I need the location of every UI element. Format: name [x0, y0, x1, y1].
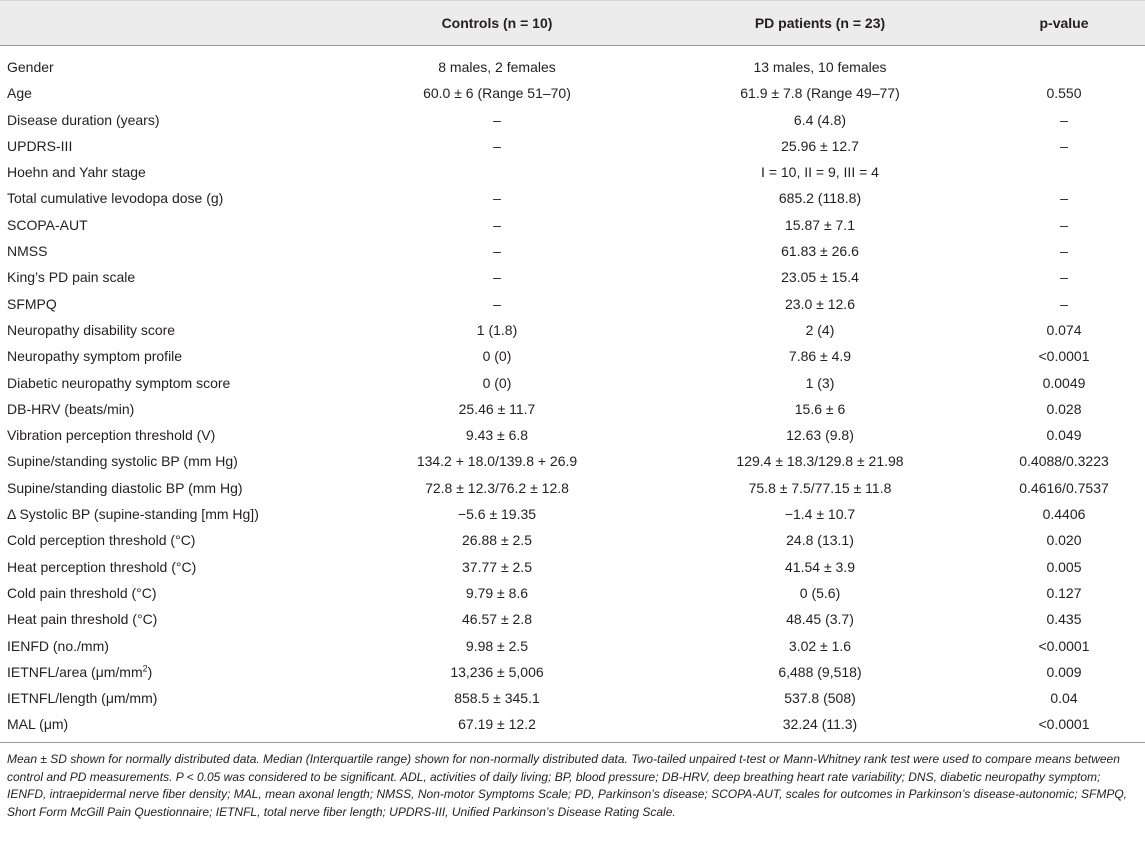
- controls-value: 8 males, 2 females: [438, 59, 556, 75]
- table-row: [0, 501, 1145, 527]
- table-header: [0, 0, 1145, 46]
- p-value: 0.005: [1046, 558, 1082, 575]
- pd-value: 41.54 ± 3.9: [785, 558, 855, 575]
- pd-value: 2 (4): [805, 321, 835, 338]
- header-p-value: p-value: [1039, 15, 1089, 31]
- header-pd-patients: PD patients (n = 23): [754, 15, 886, 31]
- row-label: Vibration perception threshold (V): [7, 427, 216, 444]
- table-row: [0, 212, 1145, 238]
- controls-value: 1 (1.8): [476, 321, 518, 338]
- p-value: 0.020: [1046, 532, 1082, 549]
- row-label: SCOPA-AUT: [7, 216, 88, 233]
- controls-value: –: [493, 269, 501, 286]
- pd-value: 25.96 ± 12.7: [781, 137, 859, 154]
- p-value: 0.049: [1046, 427, 1082, 444]
- pd-value: 12.63 (9.8): [786, 427, 854, 444]
- row-label: IETNFL/length (μm/mm): [7, 690, 158, 707]
- row-label: DB-HRV (beats/min): [7, 400, 135, 417]
- row-label: Age: [7, 85, 32, 102]
- p-value: 0.127: [1046, 584, 1082, 601]
- controls-value: 0 (0): [482, 374, 512, 391]
- p-value: 0.028: [1046, 400, 1082, 417]
- pd-value: 75.8 ± 7.5/77.15 ± 11.8: [748, 479, 892, 496]
- table-row: [0, 685, 1145, 711]
- pd-value: 32.24 (11.3): [782, 716, 858, 733]
- controls-value: 37.77 ± 2.5: [462, 558, 532, 575]
- row-label: Disease duration (years): [7, 111, 160, 128]
- controls-value: 9.79 ± 8.6: [465, 584, 529, 601]
- pd-value: 15.6 ± 6: [794, 400, 846, 417]
- p-value: 0.074: [1046, 321, 1082, 338]
- table-row: [0, 133, 1145, 159]
- p-value: –: [1060, 111, 1068, 128]
- pd-value: 0 (5.6): [799, 584, 841, 601]
- pd-value: 685.2 (118.8): [778, 190, 862, 207]
- pd-value: 3.02 ± 1.6: [788, 637, 852, 654]
- pd-value: 23.0 ± 12.6: [785, 295, 855, 312]
- p-value: –: [1060, 243, 1068, 260]
- row-label: Cold perception threshold (°C): [7, 532, 196, 549]
- pd-value: 537.8 (508): [784, 690, 856, 707]
- pd-value: 23.05 ± 15.4: [781, 269, 859, 286]
- table-row: [0, 54, 1145, 80]
- row-label: Δ Systolic BP (supine-standing [mm Hg]): [7, 506, 259, 523]
- row-label: King’s PD pain scale: [7, 269, 136, 286]
- controls-value: 0 (0): [482, 348, 512, 365]
- table-row: [0, 343, 1145, 369]
- pd-value: 15.87 ± 7.1: [785, 216, 855, 233]
- pd-value: 24.8 (13.1): [786, 532, 854, 549]
- p-value: 0.0049: [1042, 374, 1086, 391]
- pd-value: 7.86 ± 4.9: [788, 348, 852, 365]
- row-label: SFMPQ: [7, 295, 57, 312]
- controls-value: 67.19 ± 12.2: [458, 716, 536, 733]
- controls-value: 9.98 ± 2.5: [465, 637, 529, 654]
- row-label: Gender: [7, 59, 54, 75]
- row-label: NMSS: [7, 243, 48, 260]
- row-label: Neuropathy symptom profile: [7, 348, 183, 365]
- table-row: [0, 554, 1145, 580]
- table-row: [0, 185, 1145, 211]
- pd-value: 61.83 ± 26.6: [781, 243, 859, 260]
- p-value: 0.4406: [1042, 506, 1086, 523]
- p-value: –: [1060, 190, 1068, 207]
- p-value: –: [1060, 269, 1068, 286]
- p-value: 0.04: [1050, 690, 1078, 707]
- row-label: Diabetic neuropathy symptom score: [7, 374, 231, 391]
- table-row: [0, 80, 1145, 106]
- controls-value: –: [493, 295, 501, 312]
- controls-value: 858.5 ± 345.1: [454, 690, 540, 707]
- controls-value: –: [493, 216, 501, 233]
- table-row: [0, 475, 1145, 501]
- row-label: IENFD (no./mm): [7, 637, 109, 654]
- controls-value: −5.6 ± 19.35: [457, 506, 537, 523]
- table-row: [0, 448, 1145, 474]
- table-row: [0, 422, 1145, 448]
- table-row: [0, 159, 1145, 185]
- p-value: –: [1060, 137, 1068, 154]
- table-row: [0, 633, 1145, 659]
- footnote-divider: [0, 742, 1145, 743]
- controls-value: 46.57 ± 2.8: [462, 611, 532, 628]
- p-value: 0.4616/0.7537: [1019, 479, 1109, 496]
- pd-value: 61.9 ± 7.8 (Range 49–77): [740, 85, 900, 102]
- pd-value: 13 males, 10 females: [753, 59, 887, 75]
- pd-value: −1.4 ± 10.7: [784, 506, 856, 523]
- controls-value: –: [493, 111, 501, 128]
- row-label: Hoehn and Yahr stage: [7, 164, 146, 181]
- pd-value: 1 (3): [805, 374, 835, 391]
- table-row: [0, 317, 1145, 343]
- controls-value: –: [493, 137, 501, 154]
- table-row: [0, 606, 1145, 632]
- controls-value: 134.2 + 18.0/139.8 + 26.9: [416, 453, 578, 470]
- p-value: <0.0001: [1038, 637, 1090, 654]
- row-label: Heat perception threshold (°C): [7, 558, 197, 575]
- table-row: [0, 711, 1145, 737]
- table-row: [0, 527, 1145, 553]
- controls-value: 60.0 ± 6 (Range 51–70): [423, 85, 571, 102]
- p-value: 0.550: [1046, 85, 1082, 102]
- table-row: [0, 370, 1145, 396]
- pd-value: I = 10, II = 9, III = 4: [761, 164, 879, 181]
- controls-value: –: [493, 190, 501, 207]
- pd-value: 48.45 (3.7): [786, 611, 854, 628]
- row-label: IETNFL/area $(\mu m/mm^2)$: [7, 663, 153, 680]
- p-value: <0.0001: [1038, 348, 1090, 365]
- table-row: [0, 291, 1145, 317]
- row-label: MAL (μm): [7, 716, 69, 733]
- controls-value: 9.43 ± 6.8: [465, 427, 529, 444]
- row-label: UPDRS-III: [7, 137, 73, 154]
- p-value: 0.4088/0.3223: [1019, 453, 1109, 470]
- row-label: Supine/standing diastolic BP (mm Hg): [7, 479, 243, 496]
- pd-value: 6,488 (9,518): [778, 663, 862, 680]
- controls-value: 13,236 ± 5,006: [450, 663, 544, 680]
- row-label: Cold pain threshold (°C): [7, 584, 157, 601]
- header-controls: Controls (n = 10): [441, 15, 553, 31]
- table-row: [0, 396, 1145, 422]
- row-label: Heat pain threshold (°C): [7, 611, 158, 628]
- table-row: [0, 264, 1145, 290]
- controls-value: –: [493, 243, 501, 260]
- pd-value: 129.4 ± 18.3/129.8 ± 21.98: [736, 453, 904, 470]
- p-value: –: [1060, 295, 1068, 312]
- row-label: Neuropathy disability score: [7, 321, 176, 338]
- controls-value: 26.88 ± 2.5: [462, 532, 532, 549]
- row-label: Total cumulative levodopa dose (g): [7, 190, 224, 207]
- pd-value: 6.4 (4.8): [793, 111, 847, 128]
- table-row: [0, 107, 1145, 133]
- table-row: [0, 580, 1145, 606]
- controls-value: 72.8 ± 12.3/76.2 ± 12.8: [425, 479, 569, 496]
- p-value: –: [1060, 216, 1068, 233]
- controls-value: 25.46 ± 11.7: [458, 400, 536, 417]
- table-row: [0, 238, 1145, 264]
- p-value: <0.0001: [1038, 716, 1090, 733]
- p-value: 0.009: [1046, 663, 1082, 680]
- p-value: 0.435: [1046, 611, 1082, 628]
- table-row: [0, 659, 1145, 685]
- row-label: Supine/standing systolic BP (mm Hg): [7, 453, 238, 470]
- table-footnote: Mean ± SD shown for normally distributed data. Median (Interquartile range) shown for non-normally distributed data. Two-tailed unpaired t-test or Mann-Whitney rank test were used to compare means between control and PD measurements. P < 0.05 was considered to be significant. ADL, activities of daily living; BP, blood pressure; DB-HRV, deep breathing heart rate variability; DNS, diabetic neuropathy symptom; IENFD, intraepidermal nerve fiber density; MAL, mean axonal length; NMSS, Non-motor Symptoms Scale; PD, Parkinson’s disease; SCOPA-AUT, scales for outcomes in Parkinson’s disease-autonomic; SFMPQ, Short Form McGill Pain Questionnaire; IETNFL, total nerve fiber length; UPDRS-III, Unified Parkinson’s Disease Rating Scale.: [7, 752, 1128, 819]
- table-body: [0, 46, 1145, 738]
